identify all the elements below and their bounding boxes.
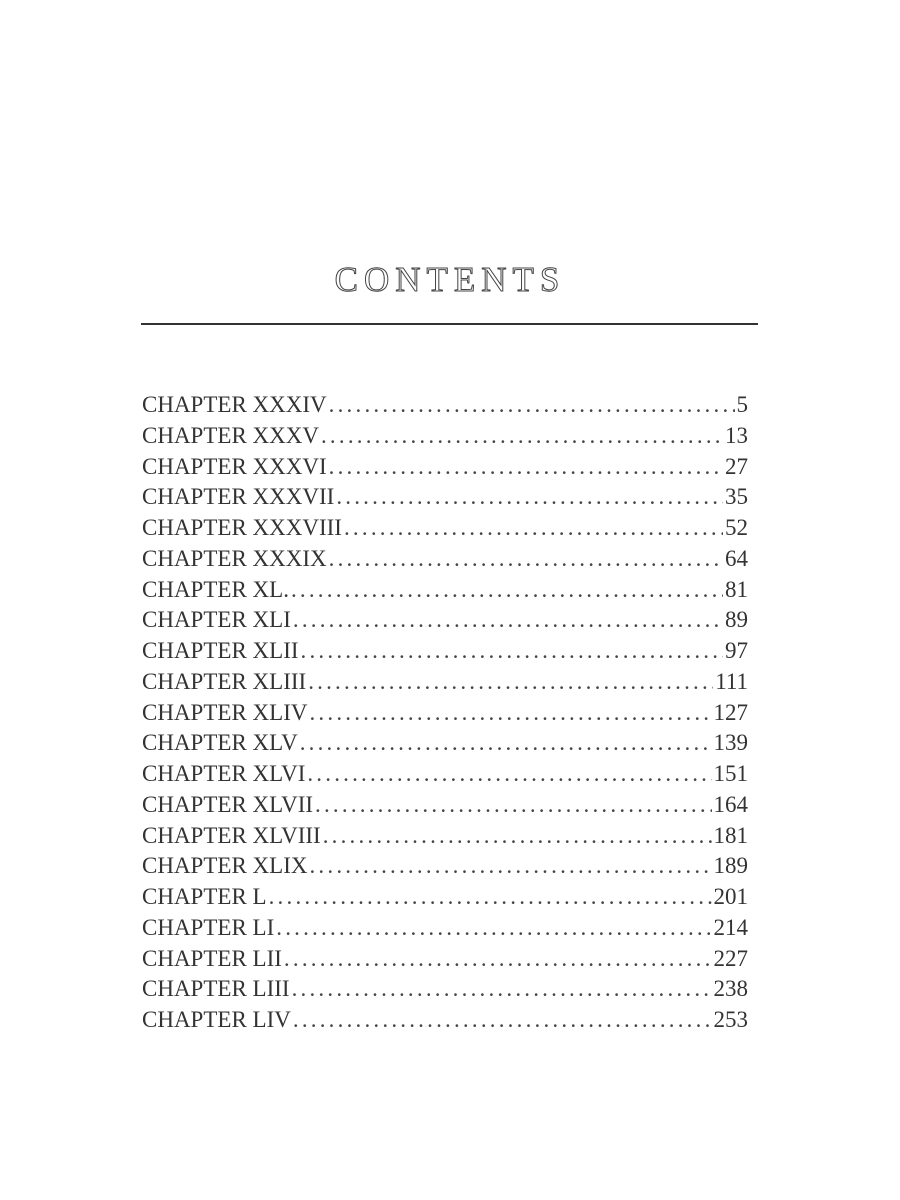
toc-entry[interactable] bbox=[142, 882, 748, 913]
toc-entry[interactable] bbox=[142, 1005, 748, 1036]
toc-dot-leader bbox=[329, 390, 735, 421]
toc-page-number: 214 bbox=[713, 914, 748, 940]
toc-dot-leader bbox=[276, 913, 711, 944]
toc-entry[interactable] bbox=[142, 944, 748, 975]
toc-dot-leader bbox=[309, 698, 711, 729]
toc-dot-leader bbox=[308, 667, 713, 698]
toc-page-number: 139 bbox=[713, 730, 748, 756]
toc-chapter-label: CHAPTER XLV bbox=[142, 730, 298, 756]
toc-page-number: 97 bbox=[725, 638, 748, 663]
toc-entry[interactable] bbox=[142, 821, 748, 852]
toc-page-number: 189 bbox=[713, 853, 748, 879]
toc-entry[interactable] bbox=[142, 913, 748, 944]
contents-heading-text: CONTENTS bbox=[334, 260, 566, 299]
toc-entry[interactable] bbox=[142, 790, 748, 821]
toc-dot-leader bbox=[301, 636, 723, 667]
toc-chapter-label: CHAPTER LIII bbox=[142, 976, 290, 1002]
toc-dot-leader bbox=[329, 452, 723, 483]
toc-chapter-label: CHAPTER LII bbox=[142, 945, 282, 971]
toc-chapter-label: CHAPTER XL. bbox=[142, 576, 289, 602]
toc-dot-leader bbox=[293, 1005, 712, 1036]
toc-chapter-label: CHAPTER XLIX bbox=[142, 853, 308, 879]
toc-chapter-label: CHAPTER L bbox=[142, 884, 267, 909]
toc-entry[interactable] bbox=[142, 513, 748, 544]
toc-entry[interactable] bbox=[142, 544, 748, 575]
toc-chapter-label: CHAPTER XLIII bbox=[142, 668, 307, 694]
toc-chapter-label: CHAPTER XLVIII bbox=[142, 822, 321, 848]
toc-page-number: 81 bbox=[725, 576, 748, 602]
toc-dot-leader bbox=[293, 605, 723, 636]
toc-chapter-label: CHAPTER LIV bbox=[142, 1007, 291, 1032]
toc-dot-leader bbox=[309, 851, 711, 882]
toc-page-number: 27 bbox=[725, 453, 748, 479]
toc-page-number: 127 bbox=[713, 699, 748, 725]
toc-dot-leader bbox=[284, 944, 712, 975]
toc-page-number: 89 bbox=[725, 607, 748, 633]
toc-dot-leader bbox=[315, 790, 711, 821]
toc-page-number: 201 bbox=[713, 884, 748, 909]
toc-page-number: 151 bbox=[713, 761, 748, 786]
toc-page-number: 64 bbox=[725, 545, 748, 571]
toc-entry[interactable] bbox=[142, 575, 748, 606]
toc-page-number: 52 bbox=[725, 515, 748, 540]
toc-chapter-label: CHAPTER XLIV bbox=[142, 699, 308, 725]
toc-page-number: 13 bbox=[725, 422, 748, 448]
toc-chapter-label: CHAPTER XLI bbox=[142, 607, 291, 633]
toc-dot-leader bbox=[323, 821, 712, 852]
toc-dot-leader bbox=[307, 759, 711, 790]
toc-chapter-label: CHAPTER XXXIX bbox=[142, 545, 327, 571]
toc-chapter-label: CHAPTER XLVI bbox=[142, 761, 306, 786]
heading-divider bbox=[141, 323, 758, 325]
toc-chapter-label: CHAPTER XXXVIII bbox=[142, 515, 342, 540]
toc-entry[interactable] bbox=[142, 851, 748, 882]
toc-page-number: 164 bbox=[713, 791, 748, 817]
toc-page-number: 253 bbox=[713, 1007, 748, 1032]
toc-dot-leader bbox=[329, 544, 723, 575]
toc-entry[interactable] bbox=[142, 390, 748, 421]
toc-entry[interactable] bbox=[142, 698, 748, 729]
toc-entry[interactable] bbox=[142, 759, 748, 790]
toc-chapter-label: CHAPTER XLVII bbox=[142, 791, 314, 817]
toc-page-number: 181 bbox=[713, 822, 748, 848]
toc-dot-leader bbox=[291, 575, 723, 606]
toc-page-number: 35 bbox=[725, 484, 748, 510]
toc-chapter-label: CHAPTER XXXIV bbox=[142, 392, 327, 417]
toc-page-number: 238 bbox=[713, 976, 748, 1002]
toc-entry[interactable] bbox=[142, 482, 748, 513]
toc-chapter-label: CHAPTER XLII bbox=[142, 638, 299, 663]
toc-entry[interactable] bbox=[142, 636, 748, 667]
toc-dot-leader bbox=[300, 728, 712, 759]
toc-entry[interactable] bbox=[142, 728, 748, 759]
toc-dot-leader bbox=[269, 882, 712, 913]
toc-chapter-label: CHAPTER LI bbox=[142, 914, 275, 940]
toc-page-number: 5 bbox=[736, 392, 748, 417]
toc-entry[interactable] bbox=[142, 605, 748, 636]
toc-chapter-label: CHAPTER XXXVI bbox=[142, 453, 327, 479]
toc-entry[interactable] bbox=[142, 974, 748, 1005]
toc-entry[interactable] bbox=[142, 421, 748, 452]
toc-chapter-label: CHAPTER XXXV bbox=[142, 422, 319, 448]
toc-dot-leader bbox=[344, 513, 723, 544]
contents-heading bbox=[0, 257, 900, 303]
toc-dot-leader bbox=[336, 482, 723, 513]
toc-entry[interactable] bbox=[142, 452, 748, 483]
toc-dot-leader bbox=[321, 421, 723, 452]
toc-entry[interactable] bbox=[142, 667, 748, 698]
table-of-contents bbox=[142, 390, 748, 1036]
toc-dot-leader bbox=[292, 974, 712, 1005]
toc-page-number: 111 bbox=[715, 668, 748, 694]
toc-page-number: 227 bbox=[713, 945, 748, 971]
toc-chapter-label: CHAPTER XXXVII bbox=[142, 484, 335, 510]
